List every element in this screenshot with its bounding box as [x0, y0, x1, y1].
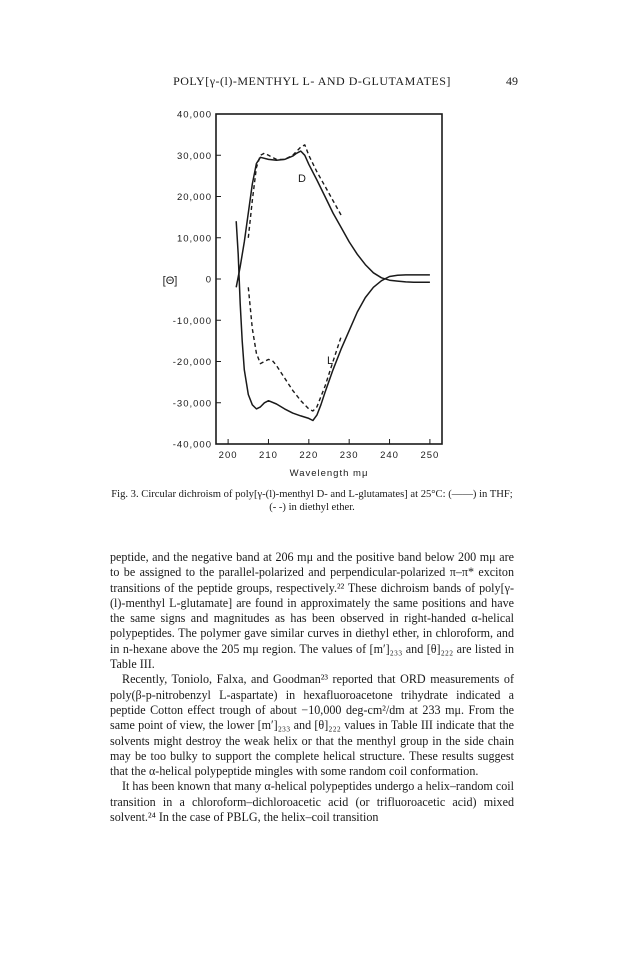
x-tick-label: 220 [299, 450, 319, 461]
paragraph: Recently, Toniolo, Falxa, and Goodman²³ reported that ORD measurements of poly(β-p-nitrobenzyl L-aspartate) in hexafluoroacetone trihydrate indicated a peptide Cotton effect trough of about −10,000 deg-cm²/dm at 233 mμ. From the same point of view, the lower [m′]₂₃₃ and [θ]₂₂₂ values in Table III indicate that the solvents might destroy the weak helix or that the menthyl group in the side chain may be too bulky to support the complete helical structure. These results suggest that the α-helical polypeptide mingles with some random coil conformation. [110, 672, 514, 779]
plot-frame [216, 114, 442, 444]
y-tick-label: -20,000 [172, 357, 212, 368]
series-line-l-dashed [248, 287, 341, 411]
x-axis-label: Wavelength mμ [289, 468, 369, 479]
x-axis [219, 439, 440, 461]
x-tick-label: 200 [218, 450, 238, 461]
y-tick-label: 30,000 [176, 150, 212, 162]
y-tick-label: -10,000 [172, 315, 212, 327]
paragraph: It has been known that many α-helical polypeptides undergo a helix–random coil transition in a chloroform–dichloroacetic acid (or trifluoroacetic acid) mixed solvent.²⁴ In the case of PBLG, the helix–coil transition [110, 779, 515, 825]
y-tick-label: 10,000 [176, 233, 212, 245]
curve-label-d: D [298, 173, 306, 185]
y-tick-label: 20,000 [176, 192, 212, 203]
y-axis [173, 110, 221, 451]
paragraph: peptide, and the negative band at 206 mμ and the positive band below 200 mμ are to be assigned to the parallel-polarized and perpendicular-polarized π–π* exciton transitions of the peptide groups, respectively.²² These dichroism bands of poly[γ-(l)-menthyl L-glutamate] are found in approximately the same positions and have the same signs and magnitudes as has been observed in right-handed α-helical polypeptides. The polymer gave similar curves in diethyl ether, in chloroform, and in n-hexane above the 205 mμ region. The values of [m′]₂₃₃ and [θ]₂₂₂ are listed in Table III. [110, 550, 514, 672]
running-head: POLY[γ-(l)-MENTHYL L- AND D-GLUTAMATES] [173, 74, 451, 88]
page-number: 49 [506, 74, 518, 88]
y-axis-label: [Θ] [162, 275, 178, 287]
series-line-l-solid [236, 221, 430, 420]
x-tick-label: 230 [339, 450, 359, 461]
x-tick-label: 250 [420, 450, 440, 461]
cd-spectrum-chart [150, 100, 450, 480]
body-text [110, 550, 514, 825]
x-tick-label: 240 [380, 450, 399, 461]
series-line-d-solid [236, 151, 430, 287]
figure-caption: Fig. 3. Circular dichroism of poly[γ-(l)-menthyl D- and L-glutamates] at 25°C: (——) in THF; (- -) in diethyl ether. [111, 489, 513, 513]
y-tick-label: -40,000 [172, 439, 212, 451]
curve-label-l: L [327, 355, 334, 367]
y-tick-label: 40,000 [176, 109, 212, 121]
plot-curves [236, 145, 430, 421]
y-tick-label: -30,000 [172, 398, 212, 410]
y-tick-label: 0 [205, 274, 212, 286]
x-tick-label: 210 [259, 450, 278, 461]
series-line-d-dashed [248, 145, 341, 238]
page-header [0, 74, 624, 94]
